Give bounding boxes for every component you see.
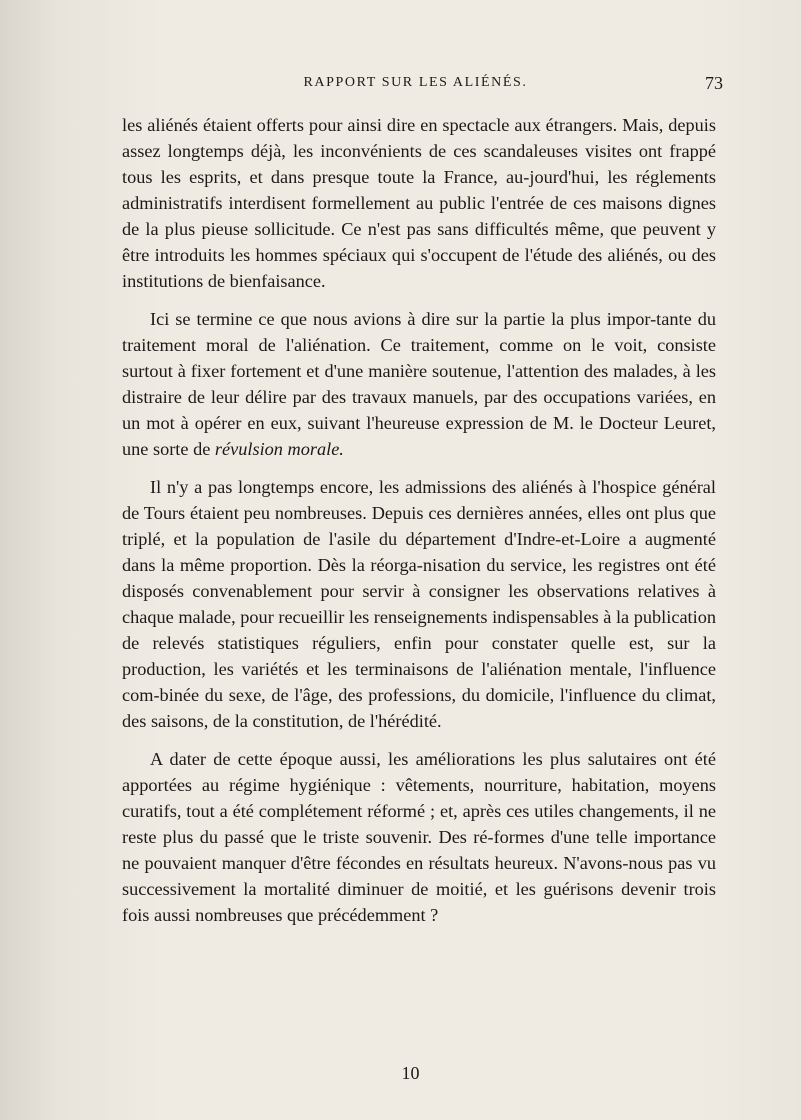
- page-number: 73: [705, 73, 723, 93]
- paragraph-3: Il n'y a pas longtemps encore, les admissions des aliénés à l'hospice général de Tours étaient peu nombreuses. Depuis ces dernières années, elles ont plus que triplé, et la population de l'asile du département d'Indre-et-Loire a augmenté dans la même proportion. Dès la réorga-nisation du service, les registres ont été disposés convenablement pour servir à consigner les observations relatives à chaque malade, pour recueillir les renseignements indispensables à la publication de relevés statistiques réguliers, enfin pour constater quelle est, sur la production, les variétés et les terminaisons de l'aliénation mentale, l'influence com-binée du sexe, de l'âge, des professions, du domicile, l'influence du climat, des saisons, de la constitution, de l'hérédité.: [122, 477, 716, 731]
- page-header: [0, 75, 801, 101]
- paragraph-2-text: Ici se termine ce que nous avions à dire sur la partie la plus impor-tante du traitement moral de l'aliénation. Ce traitement, comme on le voit, consiste surtout à fixer fortement et d'une manière soutenue, l'attention des malades, à les distraire de leur délire par des travaux manuels, par des occupations variées, en un mot à opérer en eux, suivant l'heureuse expression de M. le Docteur Leuret, une sorte de: [122, 309, 716, 459]
- paragraph-1: les aliénés étaient offerts pour ainsi dire en spectacle aux étrangers. Mais, depuis assez longtemps déjà, les inconvénients de ces scandaleuses visites ont frappé tous les esprits, et dans presque toute la France, au-jourd'hui, les réglements administratifs interdisent formellement au public l'entrée de ces maisons dignes de la plus pieuse sollicitude. Ce n'est pas sans difficultés même, que peuvent y être introduits les hommes spéciaux qui s'occupent de l'étude des aliénés, ou des institutions de bienfaisance.: [122, 115, 716, 291]
- italic-phrase: révulsion morale.: [214, 439, 344, 459]
- paragraph-2: [122, 306, 716, 462]
- running-title: RAPPORT SUR LES ALIÉNÉS.: [303, 75, 528, 90]
- body-text: [122, 112, 716, 940]
- paragraph-4: A dater de cette époque aussi, les améliorations les plus salutaires ont été apportées au régime hygiénique : vêtements, nourriture, habitation, moyens curatifs, tout a été complétement réformé ; et, après ces utiles changements, il ne reste plus du passé que le triste souvenir. Des ré-formes d'une telle importance ne pouvaient manquer d'être fécondes en résultats heureux. N'avons-nous pas vu successivement la mortalité diminuer de moitié, et les guérisons devenir trois fois aussi nombreuses que précédemment ?: [122, 749, 716, 925]
- signature-mark: 10: [401, 1063, 420, 1083]
